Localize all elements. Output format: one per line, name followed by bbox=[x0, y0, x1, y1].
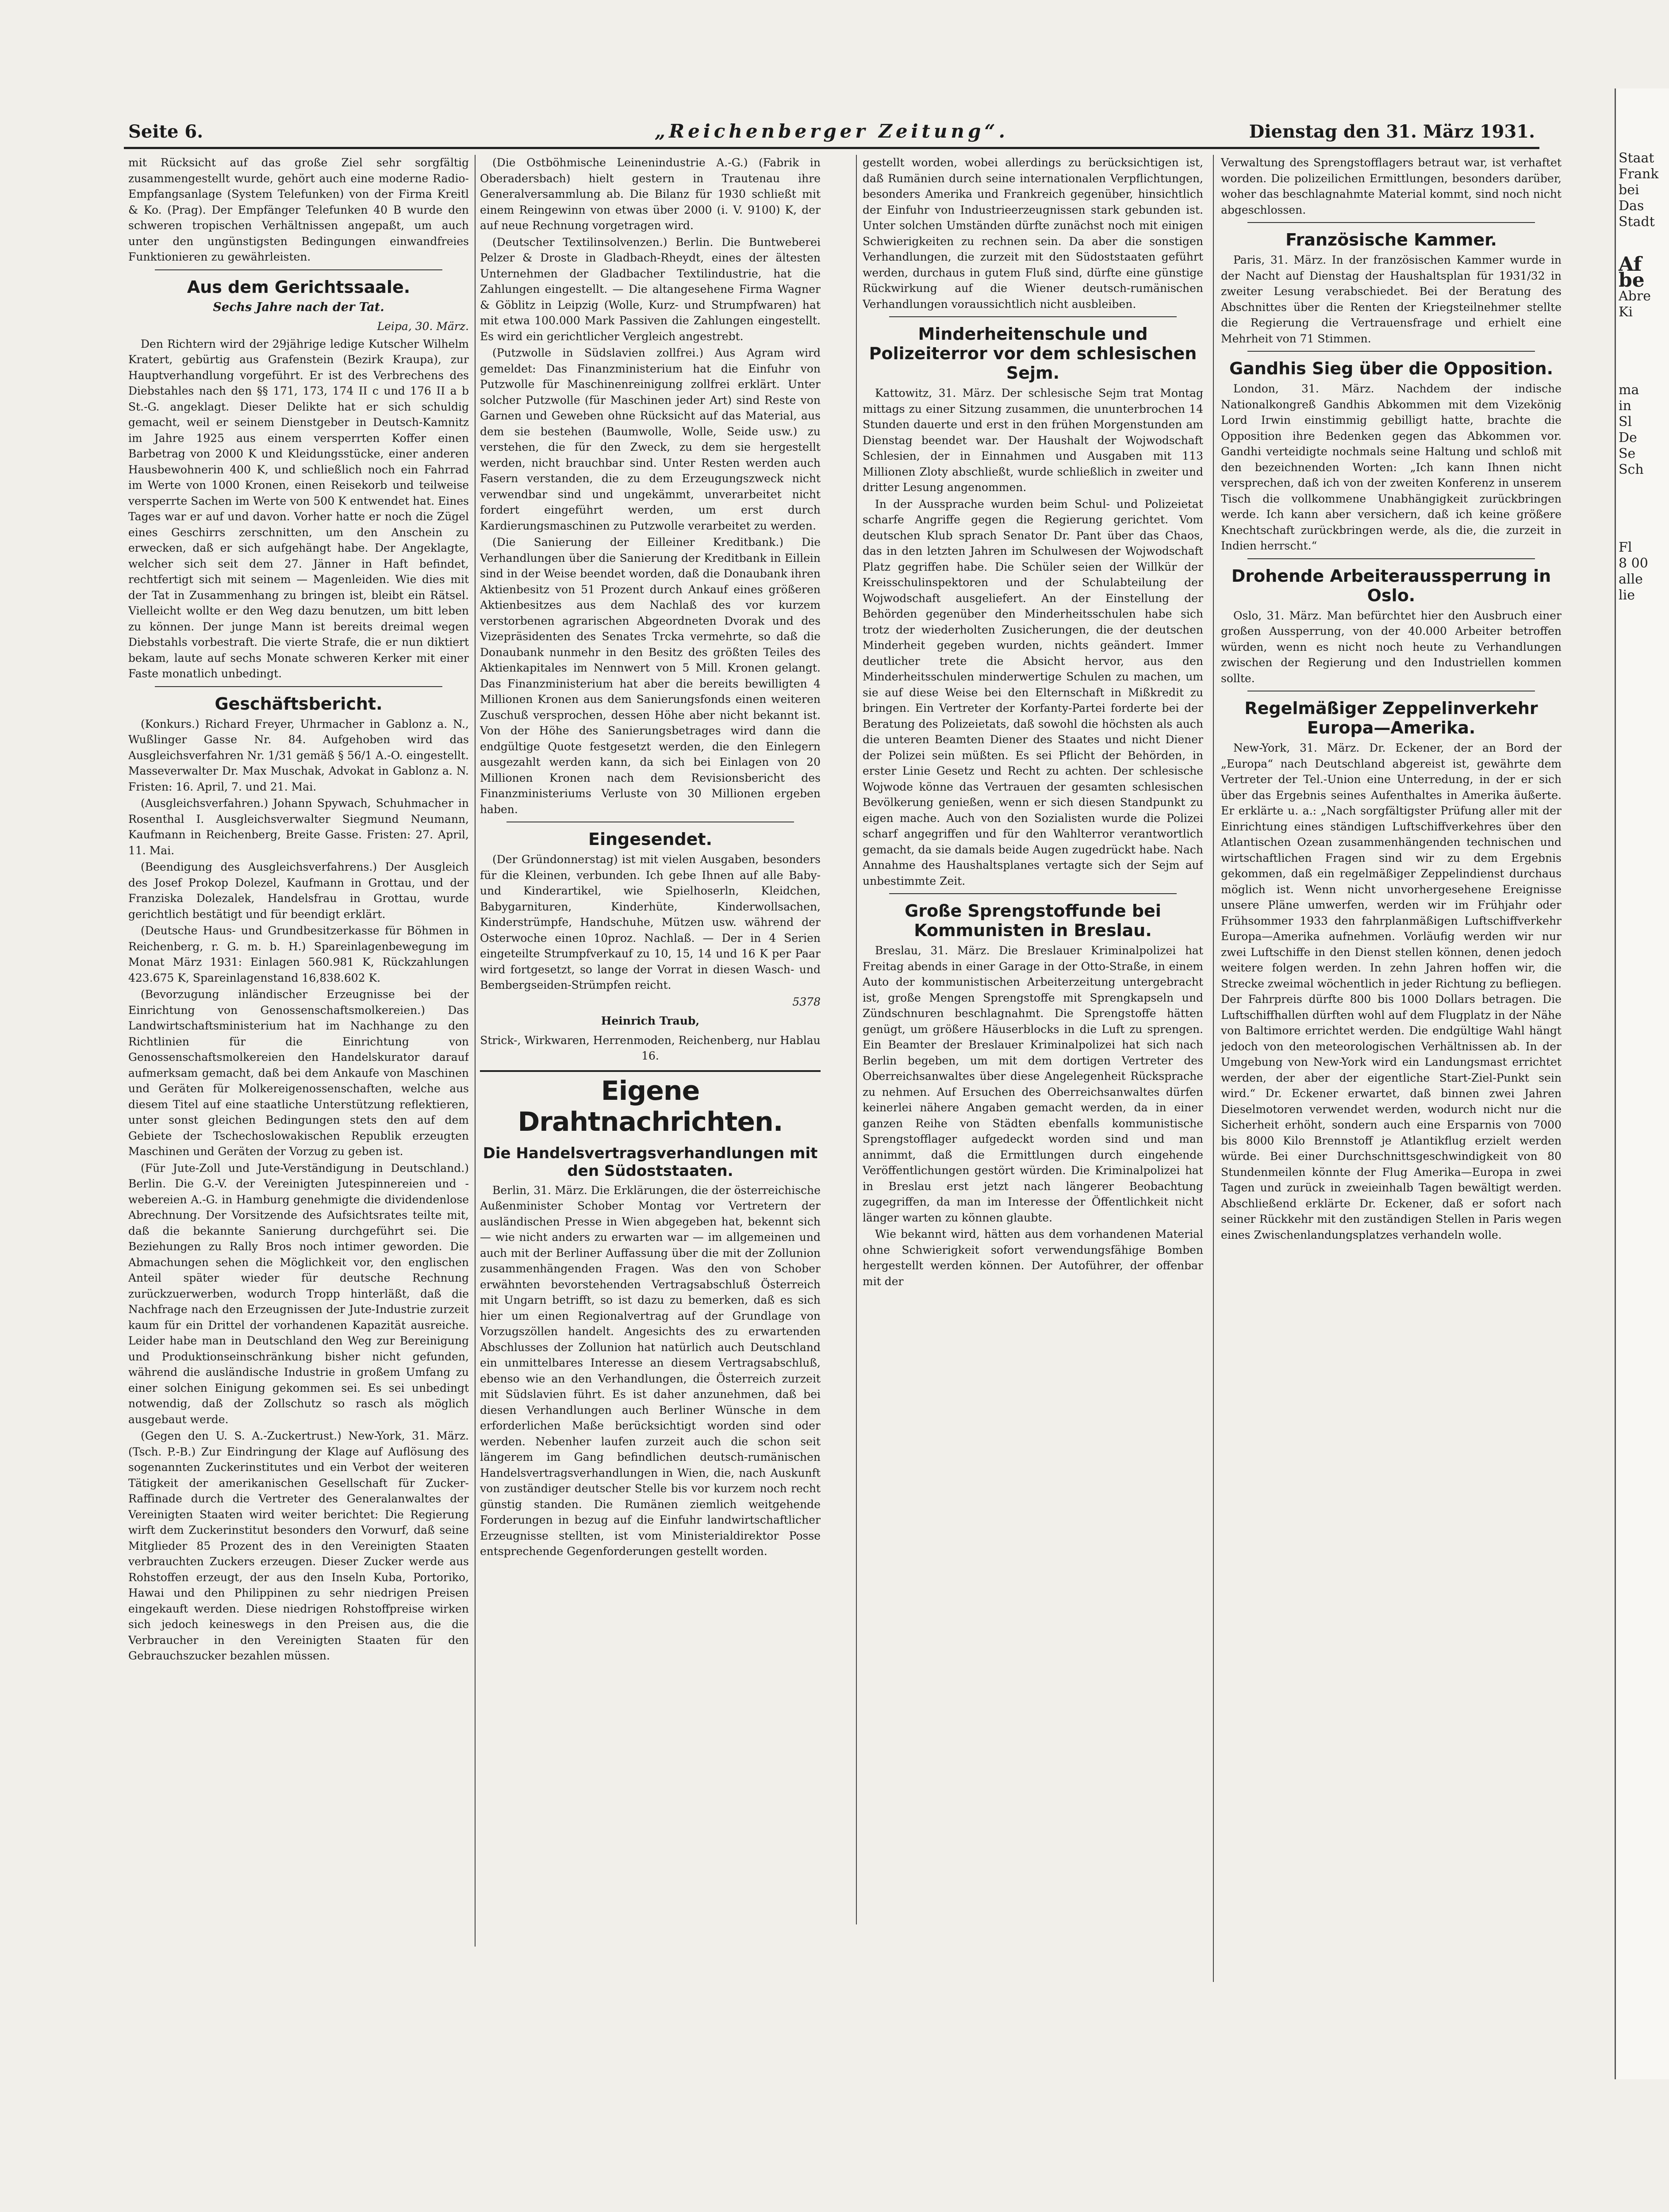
article-zeppelin: New-York, 31. März. Dr. Eckener, der an Bord der „Europa“ nach Deutschland abgereist ist, gewährte dem Vertreter der Tel.-Union eine Unterredung, in der er sich über das Ergebnis seines Aufenthaltes in Amerika äußerte. Er erklärte u. a.: „Nach sorgfältigster Prüfung aller mit der Einrichtung eines ständigen Luftschiffverkehres über den Atlantischen Ozean zusammenhängenden technischen und wirtschaftlichen Fragen sind wir zu dem Ergebnis gekommen, daß ein regelmäßiger Zeppelindienst durchaus möglich ist. Wenn nicht unvorhergesehene Ereignisse unsere Pläne umwerfen, werden wir im Frühjahr oder Frühsommer 1933 den fahrplanmäßigen Luftschiffverkehr Europa—Amerika aufnehmen. Vorläufig werden wir nur zwei Luftschiffe in den Dienst stellen können, denen jedoch weitere folgen werden. In zehn Jahren hoffen wir, die Strecke zweimal wöchentlich in jeder Richtung zu befliegen. Der Fahrpreis dürfte 800 bis 1000 Dollars betragen. Die Luftschiffhallen dürften wohl auf dem Flugplatz in der Nähe von Baltimore errichtet werden. Die endgültige Wahl hängt jedoch von den meteorologischen Verhältnissen ab. In der Umgebung von New-York wird ein Landungsmast errichtet werden, der aber der eigentliche Start-Ziel-Punkt sein wird.“ Dr. Eckener erwartet, daß binnen zwei Jahren Dieselmotoren verwendet werden, wodurch nicht nur die Sicherheit erhöht, sondern auch eine Ersparnis von 7000 bis 8000 Kilo Brennstoff je Atlantikflug erzielt werden würde. Bei einer Durchschnittsgeschwindigkeit von 80 Stundenmeilen könnte der Flug Amerika—Europa in zwei Tagen und zurück in zweieinhalb Tagen bewältigt werden. Abschließend erklärte Dr. Eckener, daß er sofort nach seiner Rückkehr mit den zuständigen Stellen in Paris wegen eines Zwischenlandungsplatzes verhandeln wolle. bbox=[1221, 741, 1562, 1241]
business-item: (Konkurs.) Richard Freyer, Uhrmacher in Gablonz a. N., Wußlinger Gasse Nr. 84. Aufgehoben wird das Ausgleichsverfahren Nr. 1/31 gemäß § 56/1 A.-O. eingestellt. Masseverwalter Dr. Max Muschak, Advokat in Gablonz a. N. Fristen: 16. April, 7. und 21. Mai. bbox=[128, 717, 469, 793]
divider bbox=[889, 893, 1177, 894]
business-item: (Gegen den U. S. A.-Zuckertrust.) New-York, 31. März. (Tsch. P.-B.) Zur Eindringung der Klage auf Auflösung des sogenannten Zuckerinstitutes und ein Verbot der weiteren Tätigkeit der amerikanischen Gesellschaft für Zucker-Raffinade durch die Vertreter des Generalanwaltes der Vereinigten Staaten wird weiter berichtet: Die Regierung wirft dem Zuckerinstitut besonders den Vorwurf, daß seine Mitglieder 85 Prozent des in den Vereinigten Staaten verbrauchten Zuckers erzeugen. Dieser Zucker werde aus Rohstoffen erzeugt, der aus den Inseln Kuba, Portoriko, Hawai und den Philippinen zu sehr niedrigen Preisen eingekauft werden. Diese niedrigen Rohstoffpreise wirken sich jedoch keineswegs in den Preisen aus, die die Verbraucher in den Vereinigten Staaten für den Gebrauchszucker bezahlen müssen. bbox=[128, 1429, 469, 1662]
edge-fragment: 8 00 bbox=[1619, 556, 1648, 571]
column-divider bbox=[1213, 155, 1214, 1982]
page-header bbox=[124, 116, 1539, 149]
column-4 bbox=[1221, 155, 1562, 1969]
business-item: (Die Ostböhmische Leinenindustrie A.-G.) (Fabrik in Oberadersbach) hielt gestern in Trautenau ihre Generalversammlung ab. Die Bilanz für 1930 schließt mit einem Reingewinn von etwas über 2000 (i. V. 9100) K, der auf neue Rechnung vorgetragen wird. bbox=[480, 156, 821, 232]
newspaper-title: „Reichenberger Zeitung“. bbox=[655, 120, 1009, 142]
headline-business: Geschäftsbericht. bbox=[215, 694, 383, 714]
article-oslo: Oslo, 31. März. Man befürchtet hier den Ausbruch einer großen Aussperrung, von der 40.000 Arbeiter betroffen würden, wenn es nicht noch heute zu Verhandlungen zwischen der Regierung und den Industriellen kommen sollte. bbox=[1221, 609, 1562, 685]
headline-french-chamber: Französische Kammer. bbox=[1285, 230, 1497, 250]
column-divider bbox=[475, 155, 476, 1947]
business-item: (Deutsche Haus- und Grundbesitzerkasse für Böhmen in Reichenberg, r. G. m. b. H.) Spareinlagenbewegung im Monat März 1931: Einlagen 560.981 K, Rückzahlungen 423.675 K, Spareinlagenstand 16,838.602 K. bbox=[128, 924, 469, 984]
headline-eingesendet: Eingesendet. bbox=[588, 830, 713, 849]
issue-date: Dienstag den 31. März 1931. bbox=[1249, 121, 1535, 142]
article-court: Den Richtern wird der 29jährige ledige Kutscher Wilhelm Kratert, gebürtig aus Grafenstein (Bezirk Kraupa), zur Hauptverhandlung vorgeführt. Er ist des Verbrechens des Diebstahles nach den §§ 171, 173, 174 II c und 176 II a b St.-G. angeklagt. Dieser Delikte hat er sich schuldig gemacht, weil er seinem Dienstgeber in Deutsch-Kamnitz im Jahre 1925 aus einem versperrten Koffer einen Barbetrag von 2000 K und Kleidungsstücke, einer anderen Hausbewohnerin 400 K, und schließlich noch ein Fahrrad im Werte von 1000 Kronen, einen Reisekorb und teilweise versperrte Sachen im Werte von 500 K entwendet hat. Eines Tages war er auf und davon. Vorher hatte er noch die Zügel eines Geschirrs zerschnitten, um den Anschein zu erwecken, daß er sich aufgehängt habe. Der Angeklagte, welcher sich seit dem 27. Jänner in Haft befindet, rechtfertigt sich mit seinem — Magenleiden. Wie dies mit der Tat in Zusammenhang zu bringen ist, bleibt ein Rätsel. Vielleicht wollte er den Weg dazu benutzen, um bitt leben zu können. Der junge Mann ist bereits dreimal wegen Diebstahls vorbestraft. Die vierte Strafe, die er nun diktiert bekam, laute auf sechs Monate schweren Kerker mit einer Faste monatlich unbedingt. bbox=[128, 337, 469, 680]
article-explosives-continuation: Verwaltung des Sprengstofflagers betraut war, ist verhaftet worden. Die polizeilichen Ermittlungen, besonders darüber, woher das beschlagnahmte Material kommt, sind noch nicht abgeschlossen. bbox=[1221, 156, 1562, 216]
advertisement-number: 5378 bbox=[792, 995, 821, 1008]
business-item: (Ausgleichsverfahren.) Johann Spywach, Schuhmacher in Rosenthal I. Ausgleichsverwalter Siegmund Neumann, Kaufmann in Reichenberg, Breite Gasse. Fristen: 27. April, 11. Mai. bbox=[128, 797, 469, 857]
business-item: (Putzwolle in Südslavien zollfrei.) Aus Agram wird gemeldet: Das Finanzministerium hat die Einfuhr von Putzwolle für Maschinenreinigung zollfrei erklärt. Unter solcher Putzwolle (für Maschinen jeder Art) sind Reste von Garnen und Geweben ohne Rücksicht auf das Material, aus dem sie bestehen (Baumwolle, Wolle, Seide usw.) zu verstehen, die für den Zweck, zu dem sie hergestellt werden, nicht brauchbar sind. Unter Resten werden auch Fasern verstanden, die zu dem Erzeugungszweck nicht verwendbar sind und ungekämmt, unverarbeitet nicht fordert eingeführt werden, um erst durch Kardierungsmaschinen zu Putzwolle verarbeitet zu werden. bbox=[480, 346, 821, 532]
article-minority: In der Aussprache wurden beim Schul- und Polizeietat scharfe Angriffe gegen die Regierung gerichtet. Vom deutschen Klub sprach Senator Dr. Pant über das Chaos, das in den letzten Jahren im Schulwesen der Wojwodschaft Platz gegriffen habe. Die Schüler seien der Willkür der Kreisschulinspektoren und der Schulabteilung der Wojwodschaft ausgeliefert. An der Einstellung der Behörden gegenüber den Minderheitsschulen habe sich trotz der wiederholten Zusicherungen, die der deutschen Minderheit gegeben wurden, nichts geändert. Immer deutlicher trete die Absicht hervor, aus den Minderheitsschulen minderwertige Schulen zu machen, um sie auf diese Weise bei den Elternschaft in Mißkredit zu bringen. Ein Vertreter der Korfanty-Partei forderte bei der Beratung des Polizeietats, daß sowohl die höchsten als auch die unteren Beamten Diener des Staates und nicht Diener der Polizei sein müßten. Es sei Pflicht der Behörden, in erster Linie Gesetz und Recht zu achten. Der schlesische Wojwode könne das Vertrauen der gesamten schlesischen Bevölkerung genießen, wenn er sich diesen Standpunkt zu eigen mache. Auch von den Sozialisten wurde die Polizei scharf angegriffen und für den Wahlterror verantwortlich gemacht, da sie damals beide Augen zugedrückt habe. Nach Annahme des Haushaltsplanes vertagte sich der Sejm auf unbestimmte Zeit. bbox=[863, 497, 1203, 887]
edge-fragment: Staat bbox=[1619, 150, 1654, 166]
headline-oslo: Drohende Arbeiteraussperrung in Oslo. bbox=[1231, 566, 1551, 605]
page-number: Seite 6. bbox=[128, 121, 203, 142]
column-divider bbox=[856, 155, 857, 1924]
advertisement-text: (Der Gründonnerstag) ist mit vielen Ausgaben, besonders für die Kleinen, verbunden. Ich gebe Ihnen auf alle Baby- und Kinderartikel, wie Spielhoserln, Kleidchen, Babygarnituren, Kinderhüte, Kinderwollsachen, Kinderstrümpfe, Handschuhe, Mützen usw. während der Osterwoche einen 10proz. Nachlaß. — Der in 4 Serien eingeteilte Strumpfverkauf zu 10, 15, 14 und 16 K per Paar wird fortgesetzt, so lange der Vorrat in diesen Wasch- und Bembergseiden-Strümpfen reicht. bbox=[480, 853, 821, 991]
headline-zeppelin: Regelmäßiger Zeppelinverkehr Europa—Amerika. bbox=[1244, 699, 1538, 737]
section-title-wire-news: Eigene Drahtnachrichten. bbox=[480, 1070, 821, 1137]
article-continuation: mit Rücksicht auf das große Ziel sehr sorgfältig zusammengestellt wurde, gehört auch eine moderne Radio-Empfangsanlage (System Telefunken) von der Firma Kreitl & Ko. (Prag). Der Empfänger Telefunken 40 B wurde den schweren tropischen Verhältnissen angepaßt, um auch unter den ungünstigsten Bedingungen einwandfreies Funktionieren zu gewährleisten. bbox=[128, 156, 469, 263]
edge-fragment: be bbox=[1619, 269, 1645, 292]
headline-explosives: Große Sprengstoffunde bei Kommunisten in Breslau. bbox=[905, 901, 1161, 940]
headline-trade: Die Handelsvertragsverhandlungen mit den Südoststaaten. bbox=[483, 1144, 818, 1180]
business-item: (Bevorzugung inländischer Erzeugnisse bei der Einrichtung von Genossenschaftsmolkereien.) Das Landwirtschaftsministerium hat im Nachhange zu den Richtlinien für die Einrichtung von Genossenschaftsmolkereien den Handelskurator darauf aufmerksam gemacht, daß bei dem Ankaufe von Maschinen und Geräten für Molkereigenossenschaften, welche aus diesem Titel auf eine staatliche Unterstützung reflektieren, unter sonst gleichen Bedingungen stets den auf dem Gebiete der Tschechoslowakischen Republik erzeugten Maschinen und Geräten der Vorzug zu geben ist. bbox=[128, 988, 469, 1158]
article-french-chamber: Paris, 31. März. In der französischen Kammer wurde in der Nacht auf Dienstag der Haushaltsplan für 1931/32 in zweiter Lesung verabschiedet. Bei der Beratung des Abschnittes über die Renten der Kriegsteilnehmer stellte die Regierung die Vertrauensfrage und erhielt eine Mehrheit von 71 Stimmen. bbox=[1221, 253, 1562, 345]
edge-fragment: Ki bbox=[1619, 304, 1633, 320]
subheadline-court: Sechs Jahre nach der Tat. bbox=[213, 300, 384, 314]
business-item: (Für Jute-Zoll und Jute-Verständigung in Deutschland.) Berlin. Die G.-V. der Vereinigten Jutespinnereien und -webereien A.-G. in Hamburg genehmigte die dividendenlose Abrechnung. Der Vorsitzende des Aufsichtsrates teilte mit, daß die bekannte Sanierung durchgeführt sei. Die Beziehungen zu Rally Bros noch intimer geworden. Die Abmachungen sehen die Möglichkeit vor, den englischen Anteil später wieder für deutsche Rechnung zurückzuerwerben, wodurch Tropp hinterläßt, daß die Nachfrage nach den Erzeugnissen der Jute-Industrie zurzeit kaum für ein Drittel der vorhandenen Kapazität ausreiche. Leider habe man in Deutschland den Weg zur Bereinigung und Produktionseinschränkung bisher nicht gefunden, während die ausländische Industrie in großem Umfang zu einer solchen Einigung gekommen sei. Es sei unbedingt notwendig, daß der Zollschutz so rasch als möglich ausgebaut werde. bbox=[128, 1161, 469, 1426]
edge-fragment: De bbox=[1619, 430, 1637, 445]
business-item: (Deutscher Textilinsolvenzen.) Berlin. Die Buntweberei Pelzer & Droste in Gladbach-Rheydt, eines der ältesten Unternehmen der Gladbacher Textilindustrie, hat die Zahlungen eingestellt. — Die altangesehene Firma Wagner & Göblitz in Leipzig (Wolle, Kurz- und Strumpfwaren) hat mit etwa 100.000 Mark Passiven die Zahlungen eingestellt. Es wird ein gerichtlicher Vergleich angestrebt. bbox=[480, 235, 821, 343]
edge-fragment: alle bbox=[1619, 572, 1643, 587]
edge-fragment: Af bbox=[1619, 253, 1642, 276]
edge-fragment: Stadt bbox=[1619, 214, 1655, 230]
edge-fragment: ma bbox=[1619, 382, 1639, 398]
edge-fragment: Abre bbox=[1619, 288, 1651, 304]
business-item: (Die Sanierung der Eilleiner Kreditbank.) Die Verhandlungen über die Sanierung der Kreditbank in Eillein sind in der Weise beendet worden, daß die Donaubank ihren Aktienbesitz von 51 Prozent durch Ankauf eines größeren Aktienbesitzes aus dem Nachlaß des vor kurzem verstorbenen agrarischen Abgeordneten Dvorak und des Vizepräsidenten des Senates Trcka vermehrte, so daß die Donaubank nunmehr in den Besitz des größten Teiles des Aktienkapitales im Nennwert von 5 Mill. Kronen gelangt. Das Finanzministerium hat aber die bereits bewilligten 4 Millionen Kronen aus dem Sanierungsfonds einen weiteren Zuschuß versprochen, dessen Höhe aber nicht bekannt ist. Von der Höhe des Sanierungsbetrages wird dann die endgültige Quote festgesetzt werden, die den Einlegern ausgezahlt werden kann, da sich bei Einlagen von 20 Millionen Kronen nach dem Revisionsbericht des Finanzministeriums Verluste von 30 Millionen ergeben haben. bbox=[480, 536, 821, 816]
edge-fragment: Das bbox=[1619, 198, 1644, 214]
headline-gandhi: Gandhis Sieg über die Opposition. bbox=[1229, 359, 1554, 378]
article-trade: Berlin, 31. März. Die Erklärungen, die der österreichische Außenminister Schober Montag vor Vertretern der ausländischen Presse in Wien abgegeben hat, bekennt sich — wie nicht anders zu erwarten war — im allgemeinen und auch mit der Berliner Auffassung über die mit der Zollunion zusammenhängenden Fragen. Was den von Schober erwähnten bevorstehenden Vertragsabschluß Österreich mit Ungarn betrifft, so ist dazu zu bemerken, daß es sich hier um einen Regionalvertrag auf der Grundlage von Vorzugszöllen handelt. Angesichts des zu erwartenden Abschlusses der Zollunion hat natürlich auch Deutschland ein unmittelbares Interesse an diesem Vertragsabschluß, ebenso wie an den Verhandlungen, die Österreich zurzeit mit Südslavien führt. Es ist daher anzunehmen, daß bei diesen Verhandlungen auch Berliner Wünsche in dem erforderlichen Maße berücksichtigt worden sind oder werden. Nebenher laufen zurzeit auch die schon seit längerem im Gang befindlichen deutsch-rumänischen Handelsvertragsverhandlungen in Wien, die, nach Auskunft von zuständiger deutscher Stelle bis vor kurzem noch recht günstig standen. Die Rumänen ziemlich weitgehende Forderungen in bezug auf die Einfuhr landwirtschaftlicher Erzeugnisse stellten, ist vom Ministerialdirektor Posse entsprechende Gegenforderungen gestellt worden. bbox=[480, 1183, 821, 1558]
headline-court: Aus dem Gerichtssaale. bbox=[187, 277, 411, 297]
article-gandhi: London, 31. März. Nachdem der indische Nationalkongreß Gandhis Abkommen mit dem Vizekönig Lord Irwin einstimmig gebilligt hatte, brachte die Opposition ihre Bedenken gegen das Abkommen vor. Gandhi verteidigte nochmals seine Haltung und schloß mit den bezeichnenden Worten: „Ich kann Ihnen nicht versprechen, daß ich von der zweiten Konferenz in unserem Tisch die vollkommene Unabhängigkeit zurückbringen werde. Ich kann aber versichern, daß ich keine größere Knechtschaft zurückbringen werde, als die, die zurzeit in Indien herrscht.“ bbox=[1221, 382, 1562, 552]
divider bbox=[155, 686, 442, 687]
edge-fragment: Se bbox=[1619, 446, 1636, 461]
dateline-court: Leipa, 30. März. bbox=[377, 320, 469, 333]
headline-minority-schools: Minderheitenschule und Polizeiterror vor dem schlesischen Sejm. bbox=[869, 324, 1197, 383]
divider bbox=[1247, 558, 1535, 559]
advertiser-address: Strick-, Wirkwaren, Herrenmoden, Reichenberg, nur Hablau 16. bbox=[480, 1033, 821, 1062]
column-1 bbox=[128, 155, 469, 1947]
divider bbox=[1247, 351, 1535, 352]
edge-fragment: Frank bbox=[1619, 166, 1659, 182]
column-3 bbox=[863, 155, 1203, 1982]
article-minority: Kattowitz, 31. März. Der schlesische Sejm trat Montag mittags zu einer Sitzung zusammen, die ununterbrochen 14 Stunden dauerte und erst in den frühen Morgenstunden am Dienstag beendet war. Der Haushalt der Wojwodschaft Schlesien, der in Einnahmen und Ausgaben mit 113 Millionen Zloty abschließt, wurde schließlich in zweiter und dritter Lesung angenommen. bbox=[863, 387, 1203, 494]
divider bbox=[889, 316, 1177, 317]
edge-fragment: in bbox=[1619, 398, 1631, 414]
article-explosives: Breslau, 31. März. Die Breslauer Kriminalpolizei hat Freitag abends in einer Garage in der Otto-Straße, in einem Auto der kommunistischen Arbeiterzeitung untergebracht ist, große Mengen Sprengstoffe mit Sprengkapseln und Zündschnuren beschlagnahmt. Die Sprengstoffe hätten genügt, um größere Häuserblocks in die Luft zu sprengen. Ein Beamter der Breslauer Kriminalpolizei hat sich nach Berlin begeben, um mit dem dortigen Vertreter des Oberreichsanwaltes über diese Angelegenheit Rücksprache zu nehmen. Auf Ersuchen des Oberreichsanwaltes dürfen keinerlei nähere Angaben gemacht werden, da in einer ganzen Reihe von Städten ebenfalls kommunistische Sprengstofflager aufgedeckt worden sind und man annimmt, daß die Ermittlungen durch eingehende Veröffentlichungen gestört würden. Die Kriminalpolizei hat in Breslau erst jetzt nach längerer Beobachtung zugegriffen, da man im Interesse der Öffentlichkeit nicht länger warten zu können glaubte. bbox=[863, 944, 1203, 1224]
edge-fragment: lie bbox=[1619, 588, 1635, 603]
edge-fragment: Sl bbox=[1619, 414, 1632, 430]
article-explosives: Wie bekannt wird, hätten aus dem vorhandenen Material ohne Schwierigkeit sofort verwendungsfähige Bomben hergestellt werden können. Der Autoführer, der offenbar mit der bbox=[863, 1228, 1203, 1288]
column-2 bbox=[480, 155, 821, 1924]
divider bbox=[155, 269, 442, 270]
edge-fragment: bei bbox=[1619, 182, 1639, 198]
article-trade-continuation: gestellt worden, wobei allerdings zu berücksichtigen ist, daß Rumänien durch seine internationalen Verpflichtungen, besonders Amerika und Frankreich gegenüber, hinsichtlich der Einfuhr von Industrieerzeugnissen stark gebunden ist. Unter solchen Umständen dürfte zunächst noch mit einigen Schwierigkeiten zu rechnen sein. Da aber die sonstigen Verhandlungen, die zurzeit mit den Südoststaaten geführt werden, durchaus in gutem Fluß sind, dürfte eine günstige Rückwirkung auf die Wiener deutsch-rumänischen Verhandlungen voraussichtlich nicht ausbleiben. bbox=[863, 156, 1203, 311]
adjacent-page-edge bbox=[1615, 88, 1669, 2079]
edge-fragment: Fl bbox=[1619, 540, 1632, 555]
advertiser-name: Heinrich Traub, bbox=[601, 1014, 700, 1027]
business-item: (Beendigung des Ausgleichsverfahrens.) Der Ausgleich des Josef Prokop Dolezel, Kaufmann in Grottau, und der Franziska Dolezalek, Handelsfrau in Grottau, wurde gerichtlich bestätigt und für beendigt erklärt. bbox=[128, 860, 469, 921]
divider bbox=[1247, 222, 1535, 223]
edge-fragment: Sch bbox=[1619, 462, 1644, 477]
